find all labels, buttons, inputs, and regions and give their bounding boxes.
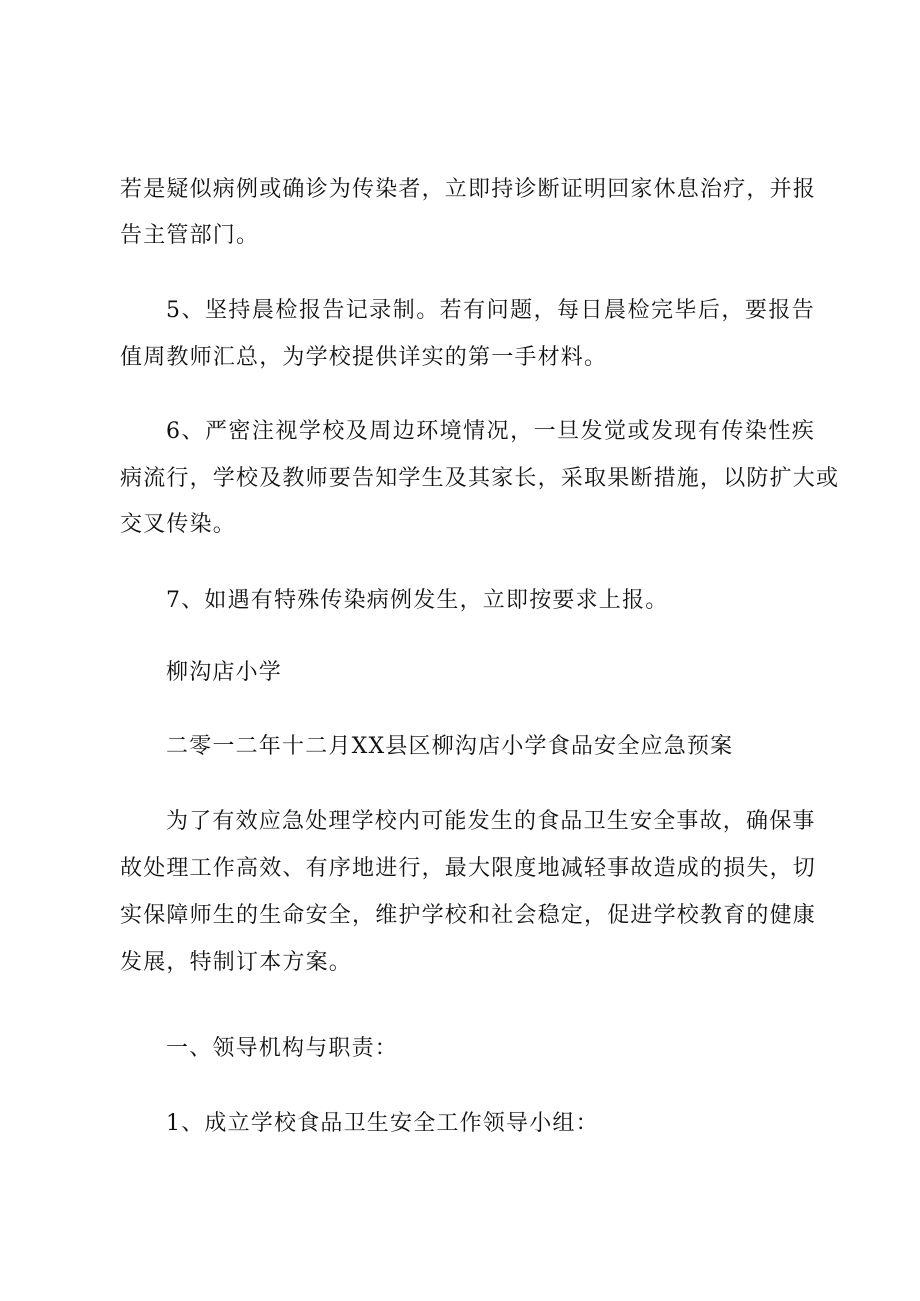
paragraph-line: 实保障师生的生命安全，维护学校和社会稳定，促进学校教育的健康 (120, 903, 817, 928)
signature: 柳沟店小学 (166, 660, 283, 685)
paragraph-line: 5、坚持晨检报告记录制。若有问题，每日晨检完毕后，要报告 (166, 298, 815, 323)
paragraph-line: 发展，特制订本方案。 (120, 950, 353, 975)
paragraph-line: 6、严密注视学校及周边环境情况，一旦发觉或发现有传染性疾 (166, 419, 815, 444)
paragraph-line: 交叉传染。 (120, 512, 237, 537)
paragraph-line: 值周教师汇总，为学校提供详实的第一手材料。 (120, 345, 608, 370)
list-item: 1、成立学校食品卫生安全工作领导小组： (166, 1111, 599, 1136)
section-heading: 一、领导机构与职责： (166, 1036, 399, 1061)
paragraph-line: 病流行，学校及教师要告知学生及其家长，采取果断措施，以防扩大或 (120, 466, 840, 491)
paragraph-line: 7、如遇有特殊传染病例发生，立即按要求上报。 (166, 588, 669, 613)
paragraph-line: 若是疑似病例或确诊为传染者，立即持诊断证明回家休息治疗，并报 (120, 177, 817, 202)
date-title: 二零一二年十二月XX县区柳沟店小学食品安全应急预案 (166, 734, 734, 759)
paragraph-line: 为了有效应急处理学校内可能发生的食品卫生安全事故，确保事 (166, 809, 816, 834)
paragraph-line: 告主管部门。 (120, 223, 260, 248)
paragraph-line: 故处理工作高效、有序地进行，最大限度地减轻事故造成的损失，切 (120, 856, 817, 881)
